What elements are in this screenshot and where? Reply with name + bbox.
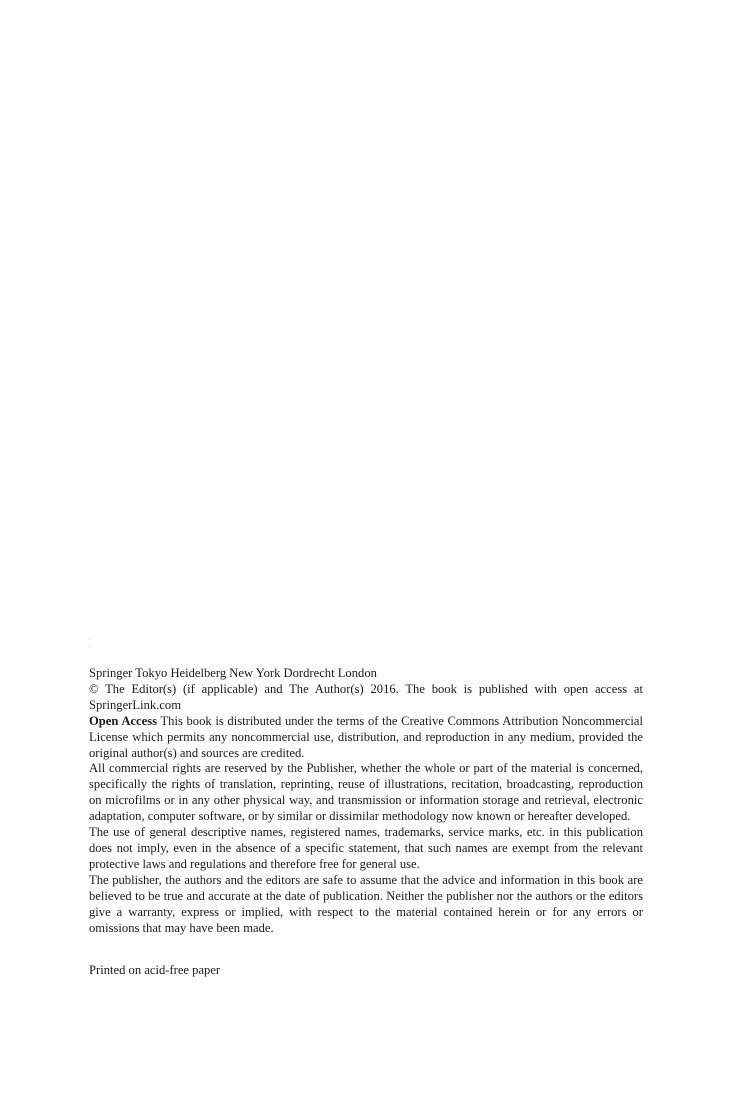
rights-reserved-notice: All commercial rights are reserved by the Publisher, whether the whole or part of the material is concerned, specifically the rights of translation, reprinting, reuse of illustrations, recitation, broadcasting, reproduction on microfilms or in any other physical way, and transmission or information storage and retrieval, electronic adaptation, computer software, or by similar or dissimilar methodology now known or hereafter developed. <box>89 761 643 824</box>
printer-mark-bottom: . <box>89 643 91 649</box>
printed-on-note: Printed on acid-free paper <box>89 963 221 977</box>
open-access-label: Open Access <box>89 713 158 728</box>
open-access-text: This book is distributed under the terms of the Creative Commons Attribution Noncommercial License which permits any noncommercial use, distribution, and reproduction in any medium, provided the original author(s) and sources are credited. <box>89 713 643 760</box>
imprint-block <box>89 666 643 936</box>
printer-marks <box>89 636 91 650</box>
descriptive-names-notice: The use of general descriptive names, registered names, trademarks, service marks, etc. in this publication does not imply, even in the absence of a specific statement, that such names are exempt from the relevant protective laws and regulations and therefore free for general use. <box>89 825 643 871</box>
open-access-notice <box>89 714 643 762</box>
publisher-locations: Springer Tokyo Heidelberg New York Dordrecht London <box>89 666 377 680</box>
copyright-notice: © The Editor(s) (if applicable) and The Author(s) 2016. The book is published with open access at SpringerLink.com <box>89 681 643 712</box>
printer-mark-top: . <box>89 636 91 642</box>
disclaimer-notice: The publisher, the authors and the editors are safe to assume that the advice and information in this book are believed to be true and accurate at the date of publication. Neither the publisher nor the authors or the editors give a warranty, express or implied, with respect to the material contained herein or for any errors or omissions that may have been made. <box>89 872 643 935</box>
